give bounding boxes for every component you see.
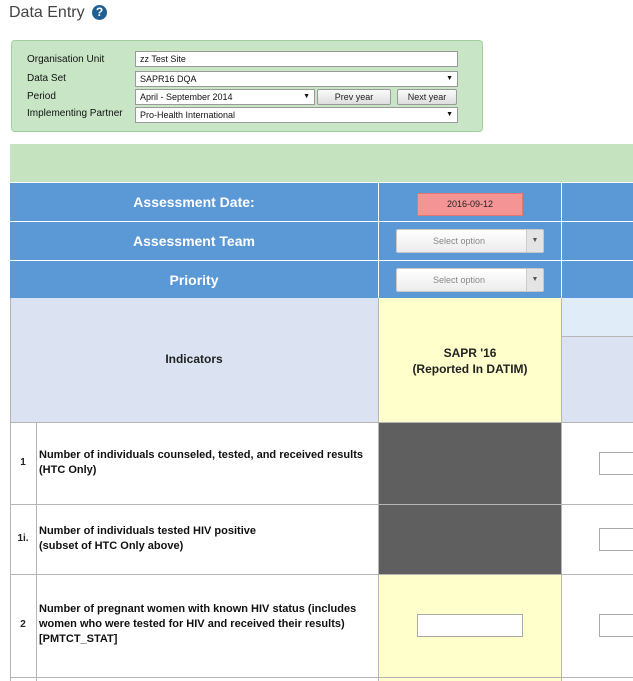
- row-number: 2: [20, 619, 26, 630]
- priority-select[interactable]: [396, 268, 544, 292]
- period-value: April - September 2014: [140, 92, 233, 102]
- grid-line: [10, 677, 633, 678]
- partner-label: Implementing Partner: [27, 108, 123, 119]
- row-number: 1i.: [17, 533, 29, 544]
- priority-label: Priority: [169, 272, 219, 288]
- grid-line: [378, 298, 379, 681]
- data-set-value: SAPR16 DQA: [140, 74, 197, 84]
- assessment-team-placeholder: Select option: [432, 236, 486, 246]
- period-select[interactable]: [135, 89, 315, 105]
- indicator-line: (HTC Only): [39, 464, 97, 476]
- data-set-label: Data Set: [27, 73, 66, 84]
- next-year-button[interactable]: Next year: [397, 89, 457, 105]
- value-input[interactable]: [599, 528, 633, 551]
- grid-line: [10, 504, 633, 505]
- column-divider: [378, 222, 379, 260]
- value-input[interactable]: [599, 452, 633, 475]
- indicators-header: [10, 298, 378, 422]
- indicator-line: women who were tested for HIV and received their results): [39, 618, 345, 630]
- chevron-down-icon: ▼: [526, 269, 543, 291]
- priority-placeholder: Select option: [432, 275, 486, 285]
- assessment-date-label: Assessment Date:: [133, 194, 255, 210]
- indicator-label: [39, 524, 374, 554]
- chevron-down-icon: ▼: [446, 111, 453, 118]
- grid-line: [36, 423, 37, 681]
- value-input[interactable]: [599, 614, 633, 637]
- chevron-down-icon: ▼: [446, 75, 453, 82]
- column-divider: [561, 183, 562, 221]
- indicator-line: Number of pregnant women with known HIV status (includes: [39, 603, 357, 615]
- partner-select[interactable]: [135, 107, 458, 123]
- indicator-line: Number of individuals tested HIV positive: [39, 525, 256, 537]
- assessment-date-row: [10, 183, 633, 221]
- assessment-date-input[interactable]: 2016-09-12: [417, 193, 523, 216]
- row-number: 1: [20, 457, 26, 468]
- assessment-team-select[interactable]: [396, 229, 544, 253]
- header-divider: [562, 336, 633, 337]
- sapr-value-input[interactable]: [417, 614, 523, 637]
- data-set-select[interactable]: [135, 71, 458, 87]
- grid-line: [561, 298, 562, 681]
- org-unit-input[interactable]: [135, 51, 458, 67]
- sapr-header-line1: SAPR '16: [443, 346, 497, 360]
- org-unit-value: zz Test Site: [140, 54, 186, 64]
- assessment-team-label: Assessment Team: [133, 233, 255, 249]
- prev-year-button[interactable]: Prev year: [317, 89, 391, 105]
- partner-value: Pro-Health International: [140, 110, 236, 120]
- sapr-header: [379, 298, 561, 422]
- selection-panel: [11, 40, 483, 132]
- indicator-line: [PMTCT_STAT]: [39, 633, 118, 645]
- period-label: Period: [27, 91, 56, 102]
- indicators-header-label: Indicators: [165, 352, 223, 366]
- page-title: [9, 4, 107, 22]
- page-title-text: Data Entry: [9, 4, 85, 21]
- indicator-line: (subset of HTC Only above): [39, 540, 184, 552]
- form-header-bar: [10, 144, 633, 182]
- grid-line: [10, 574, 633, 575]
- column-divider: [561, 222, 562, 260]
- indicator-label: [39, 602, 374, 647]
- help-icon[interactable]: ?: [92, 5, 107, 20]
- indicator-line: Number of individuals counseled, tested, and received results: [39, 449, 363, 461]
- column-divider: [378, 183, 379, 221]
- org-unit-label: Organisation Unit: [27, 54, 105, 65]
- indicator-label: [39, 448, 374, 478]
- assessment-team-row: [10, 222, 633, 260]
- sapr-cell-disabled: [379, 423, 561, 574]
- column-divider: [561, 261, 562, 299]
- chevron-down-icon: ▼: [303, 93, 310, 100]
- chevron-down-icon: ▼: [526, 230, 543, 252]
- sapr-header-line2: (Reported In DATIM): [412, 362, 528, 376]
- next-column-header-top: [562, 298, 633, 336]
- grid-line: [10, 422, 633, 423]
- priority-row: [10, 261, 633, 299]
- column-divider: [378, 261, 379, 299]
